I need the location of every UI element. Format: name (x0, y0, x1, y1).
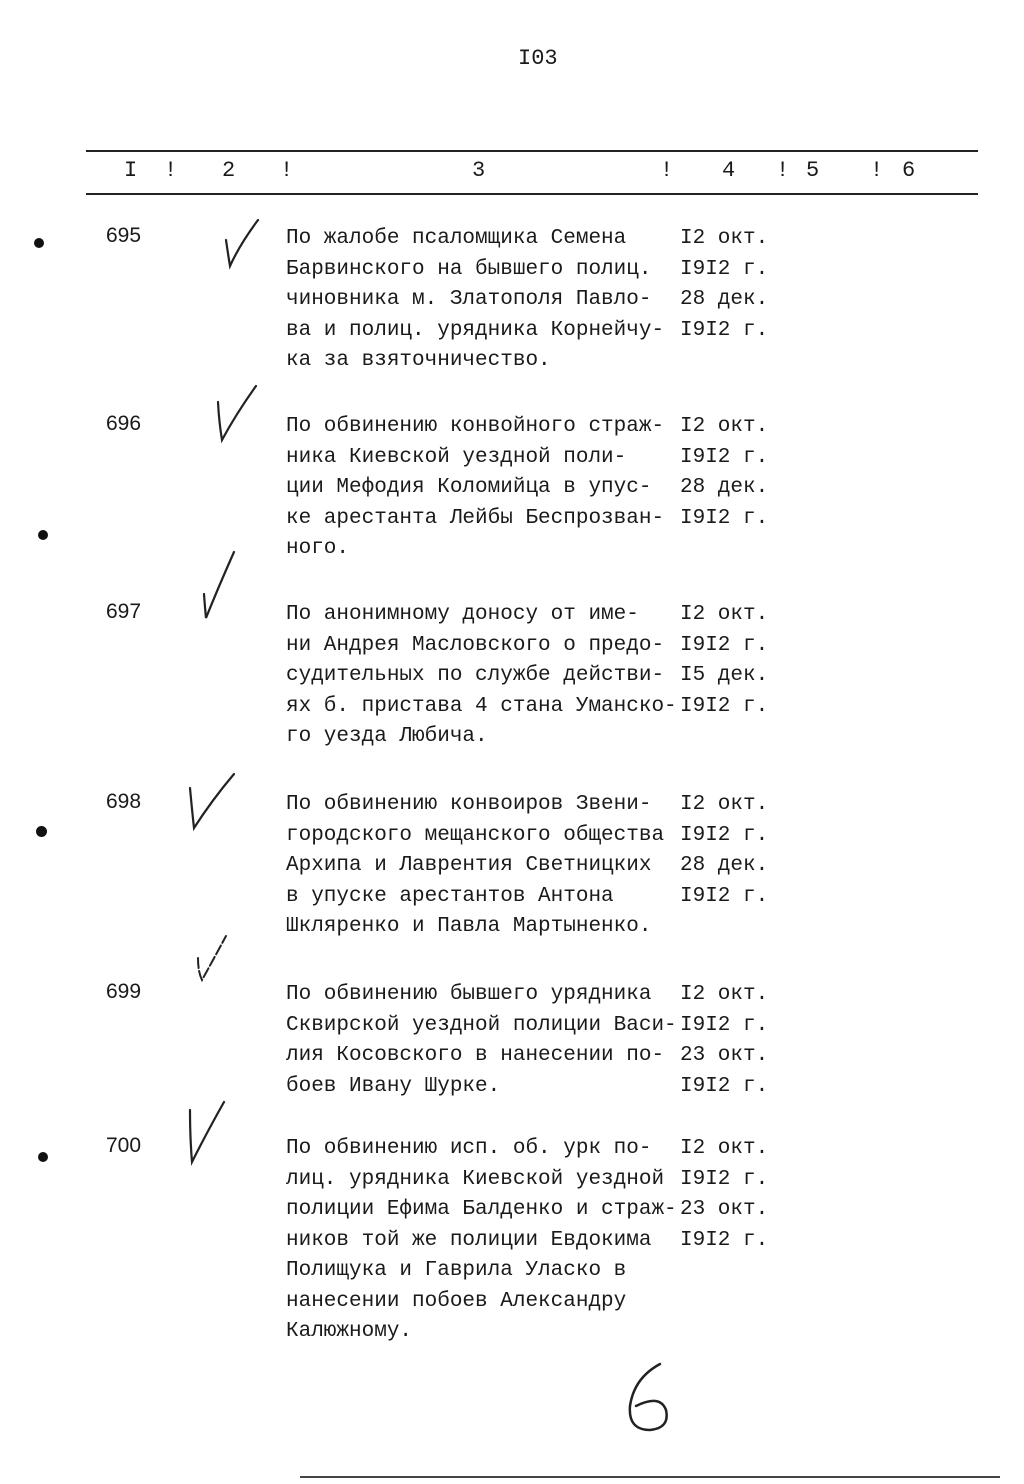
column-separator: ! (164, 158, 178, 183)
entry-dates: I2 окт. I9I2 г. 23 окт. I9I2 г. (680, 983, 769, 1098)
entry-number: 699 (106, 980, 142, 1003)
column-separator: ! (660, 158, 674, 183)
check-mark-icon (184, 770, 240, 834)
page-bottom-edge (300, 1476, 1000, 1478)
column-separator: ! (776, 158, 790, 183)
column-header-1: I (124, 158, 138, 183)
binding-hole-mark (34, 238, 44, 248)
binding-hole-mark (36, 826, 47, 837)
check-mark-icon (196, 548, 244, 624)
column-separator: ! (280, 158, 294, 183)
column-header-5: 5 (806, 158, 820, 183)
entry-dates: I2 окт. I9I2 г. 28 дек. I9I2 г. (680, 415, 769, 530)
entry-number: 695 (106, 224, 142, 247)
entry-number: 700 (106, 1134, 142, 1157)
entry-description: По анонимному доносу от име- ни Андрея Масловского о предо- судительных по службе действи- ях б. пристава 4 стана Уманско- го уезда Любича. (286, 603, 677, 748)
binding-hole-mark (38, 1152, 48, 1162)
column-separator: ! (870, 158, 884, 183)
check-mark-icon (210, 382, 262, 446)
entry-number: 697 (106, 600, 142, 623)
entry-number: 696 (106, 412, 142, 435)
column-header-6: 6 (902, 158, 916, 183)
page-number: I03 (518, 46, 558, 71)
check-mark-icon (218, 218, 266, 272)
entry-dates: I2 окт. I9I2 г. 28 дек. I9I2 г. (680, 793, 769, 908)
header-rule-top (86, 150, 978, 152)
handwritten-sheet-number (620, 1358, 680, 1438)
entry-dates: I2 окт. I9I2 г. 23 окт. I9I2 г. (680, 1137, 769, 1252)
entry-dates: I2 окт. I9I2 г. 28 дек. I9I2 г. (680, 227, 769, 342)
check-mark-icon (190, 932, 236, 984)
header-rule-bottom (86, 193, 978, 195)
entry-dates: I2 окт. I9I2 г. I5 дек. I9I2 г. (680, 603, 769, 718)
entry-number: 698 (106, 790, 142, 813)
entry-description: По обвинению конвойного страж- ника Киевской уездной поли- ции Мефодия Коломийца в упус- ке арестанта Лейбы Беспрозван- ного. (286, 415, 665, 560)
entry-description: По обвинению конвоиров Звени- городского мещанского общества Архипа и Лаврентия Светницких в упуске арестантов Антона Шкляренко и Павла Мартыненко. (286, 793, 665, 938)
entry-description: По жалобе псаломщика Семена Барвинского на бывшего полиц. чиновника м. Златополя Павло- ва и полиц. урядника Корнейчу- ка за взяточничество. (286, 227, 665, 372)
column-header-3: 3 (472, 158, 486, 183)
column-header-4: 4 (722, 158, 736, 183)
check-mark-icon (182, 1098, 232, 1170)
column-header-2: 2 (222, 158, 236, 183)
binding-hole-mark (38, 530, 48, 540)
entry-description: По обвинению бывшего урядника Сквирской уездной полиции Васи- лия Косовского в нанесении по- боев Ивану Шурке. (286, 983, 677, 1098)
entry-description: По обвинению исп. об. урк по- лиц. урядника Киевской уездной полиции Ефима Балденко и страж- ников той же полиции Евдокима Полищука и Гаврила Уласко в нанесении побоев Александру Калюжному. (286, 1137, 677, 1343)
